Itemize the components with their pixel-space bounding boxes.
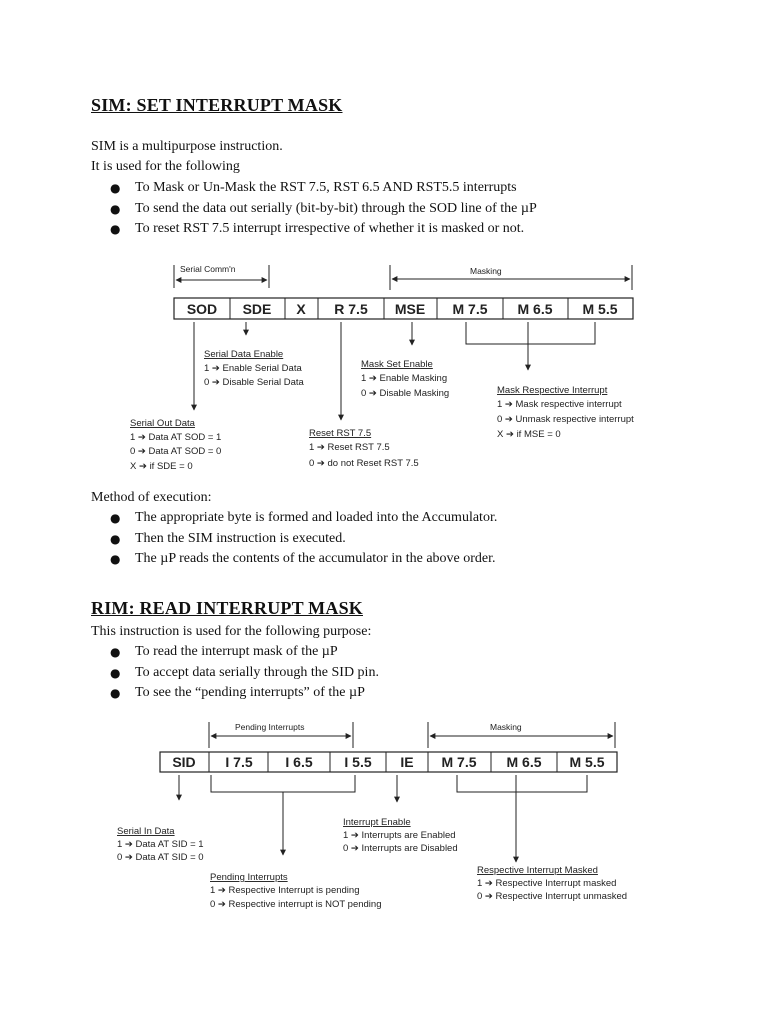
rim-masking-bracket: [428, 722, 615, 748]
bullet-icon: ●: [110, 552, 121, 566]
bullet-icon: ●: [110, 222, 121, 236]
svg-text:0 ➔ Respective interrupt is NO: 0 ➔ Respective interrupt is NOT pending: [210, 899, 382, 910]
masking-label: Masking: [470, 266, 502, 276]
svg-text:Pending Interrupts: Pending Interrupts: [210, 872, 288, 883]
svg-text:1 ➔ Enable Masking: 1 ➔ Enable Masking: [361, 373, 448, 384]
list-item: ● To reset RST 7.5 interrupt irrespective of whether it is masked or not.: [110, 219, 537, 240]
bit-sid: SID: [172, 754, 196, 770]
svg-text:1 ➔ Respective Interrupt maske: 1 ➔ Respective Interrupt masked: [477, 878, 617, 889]
sde-annotation: [204, 349, 305, 388]
bit-m75-rim: M 7.5: [441, 754, 477, 770]
rim-register: [160, 752, 617, 772]
sid-annotation: [117, 826, 204, 863]
bit-x: X: [296, 301, 306, 317]
svg-text:Serial Out Data: Serial Out Data: [130, 418, 195, 429]
bullet-icon: ●: [110, 181, 121, 195]
bullet-icon: ●: [110, 511, 121, 525]
svg-text:1 ➔ Enable Serial Data: 1 ➔ Enable Serial Data: [204, 363, 302, 374]
svg-text:0 ➔ do not Reset RST 7.5: 0 ➔ do not Reset RST 7.5: [309, 458, 419, 469]
svg-text:Serial In Data: Serial In Data: [117, 826, 175, 837]
svg-text:1 ➔ Interrupts are Enabled: 1 ➔ Interrupts are Enabled: [343, 830, 456, 841]
bit-m65: M 6.5: [517, 301, 553, 317]
rim-heading: RIM: READ INTERRUPT MASK: [91, 598, 363, 618]
bullet-icon: ●: [110, 645, 121, 659]
list-item: ● To accept data serially through the SID pin.: [110, 663, 379, 684]
bit-m55: M 5.5: [582, 301, 618, 317]
svg-text:0 ➔ Respective Interrupt unmas: 0 ➔ Respective Interrupt unmasked: [477, 891, 628, 902]
bit-i75: I 7.5: [225, 754, 253, 770]
svg-text:1 ➔ Respective Interrupt is pe: 1 ➔ Respective Interrupt is pending: [210, 885, 360, 896]
reset-annotation: [309, 428, 419, 469]
list-item: ● The µP reads the contents of the accumulator in the above order.: [110, 549, 497, 570]
rim-masking-label: Masking: [490, 722, 522, 732]
svg-text:1 ➔ Mask respective interrupt: 1 ➔ Mask respective interrupt: [497, 399, 622, 410]
svg-text:1 ➔ Data AT SID = 1: 1 ➔ Data AT SID = 1: [117, 839, 204, 850]
rim-uses-list: [110, 642, 379, 704]
sim-heading: SIM: SET INTERRUPT MASK: [91, 95, 343, 115]
method-heading: Method of execution:: [91, 490, 212, 505]
list-item: ● The appropriate byte is formed and loaded into the Accumulator.: [110, 508, 497, 529]
svg-text:Reset RST 7.5: Reset RST 7.5: [309, 428, 372, 439]
svg-text:0 ➔ Data AT SID = 0: 0 ➔ Data AT SID = 0: [117, 852, 204, 863]
svg-text:0 ➔ Data AT SOD = 0: 0 ➔ Data AT SOD = 0: [130, 446, 222, 457]
bullet-icon: ●: [110, 665, 121, 680]
svg-text:X ➔ if MSE = 0: X ➔ if MSE = 0: [497, 429, 561, 440]
bit-mse: MSE: [394, 301, 426, 317]
sod-annotation: [130, 418, 221, 472]
bullet-icon: ●: [110, 686, 121, 700]
pending-bracket: [209, 722, 353, 748]
pending-annotation: [210, 872, 381, 910]
list-item: ● To see the “pending interrupts” of the µP: [110, 683, 379, 704]
bit-ie: IE: [400, 754, 414, 770]
mask-annotation: [497, 385, 634, 440]
list-item: ● Then the SIM instruction is executed.: [110, 529, 497, 550]
serial-comm-bracket: [174, 264, 269, 288]
bit-i55: I 5.5: [344, 754, 372, 770]
pending-bracket-label: Pending Interrupts: [235, 722, 305, 732]
sim-register: [174, 298, 633, 319]
sim-intro-1: SIM is a multipurpose instruction.: [91, 139, 283, 154]
svg-text:0 ➔ Disable Masking: 0 ➔ Disable Masking: [361, 388, 450, 399]
bit-sde: SDE: [242, 301, 272, 317]
bit-m75: M 7.5: [452, 301, 488, 317]
svg-text:Serial Data Enable: Serial Data Enable: [204, 349, 284, 360]
ie-annotation: [343, 817, 458, 854]
bit-m65-rim: M 6.5: [506, 754, 542, 770]
sim-format-diagram: [0, 250, 768, 480]
svg-text:0 ➔ Unmask respective interrup: 0 ➔ Unmask respective interrupt: [497, 414, 634, 425]
sim-intro-2: It is used for the following: [91, 159, 240, 174]
svg-text:1 ➔ Data AT SOD = 1: 1 ➔ Data AT SOD = 1: [130, 432, 222, 443]
svg-text:0 ➔ Disable Serial Data: 0 ➔ Disable Serial Data: [204, 377, 304, 388]
bullet-icon: ●: [110, 531, 121, 546]
list-item: ● To Mask or Un-Mask the RST 7.5, RST 6.5 AND RST5.5 interrupts: [110, 178, 537, 199]
bit-m55-rim: M 5.5: [569, 754, 605, 770]
bullet-icon: ●: [110, 201, 121, 216]
list-item: ● To send the data out serially (bit-by-bit) through the SOD line of the µP: [110, 199, 537, 220]
mse-annotation: [361, 359, 449, 399]
svg-text:Mask Respective Interrupt: Mask Respective Interrupt: [497, 385, 608, 396]
rim-format-diagram: [0, 715, 768, 915]
bit-i65: I 6.5: [285, 754, 313, 770]
svg-text:Respective Interrupt Masked: Respective Interrupt Masked: [477, 865, 598, 876]
bit-sod: SOD: [186, 301, 218, 317]
method-steps-list: [110, 508, 497, 570]
sim-uses-list: [110, 178, 537, 240]
svg-text:0 ➔ Interrupts are Disabled: 0 ➔ Interrupts are Disabled: [343, 843, 458, 854]
masking-bracket: [390, 265, 632, 290]
list-item: ● To read the interrupt mask of the µP: [110, 642, 379, 663]
svg-text:Interrupt Enable: Interrupt Enable: [343, 817, 411, 828]
svg-text:Mask Set Enable: Mask Set Enable: [361, 359, 433, 370]
svg-text:1 ➔ Reset RST 7.5: 1 ➔ Reset RST 7.5: [309, 442, 390, 453]
masked-annotation: [477, 865, 627, 902]
svg-text:X ➔ if SDE = 0: X ➔ if SDE = 0: [130, 461, 193, 472]
serial-comm-label: Serial Comm'n: [180, 264, 236, 274]
rim-intro: This instruction is used for the following purpose:: [91, 624, 372, 639]
bit-r75: R 7.5: [334, 301, 368, 317]
